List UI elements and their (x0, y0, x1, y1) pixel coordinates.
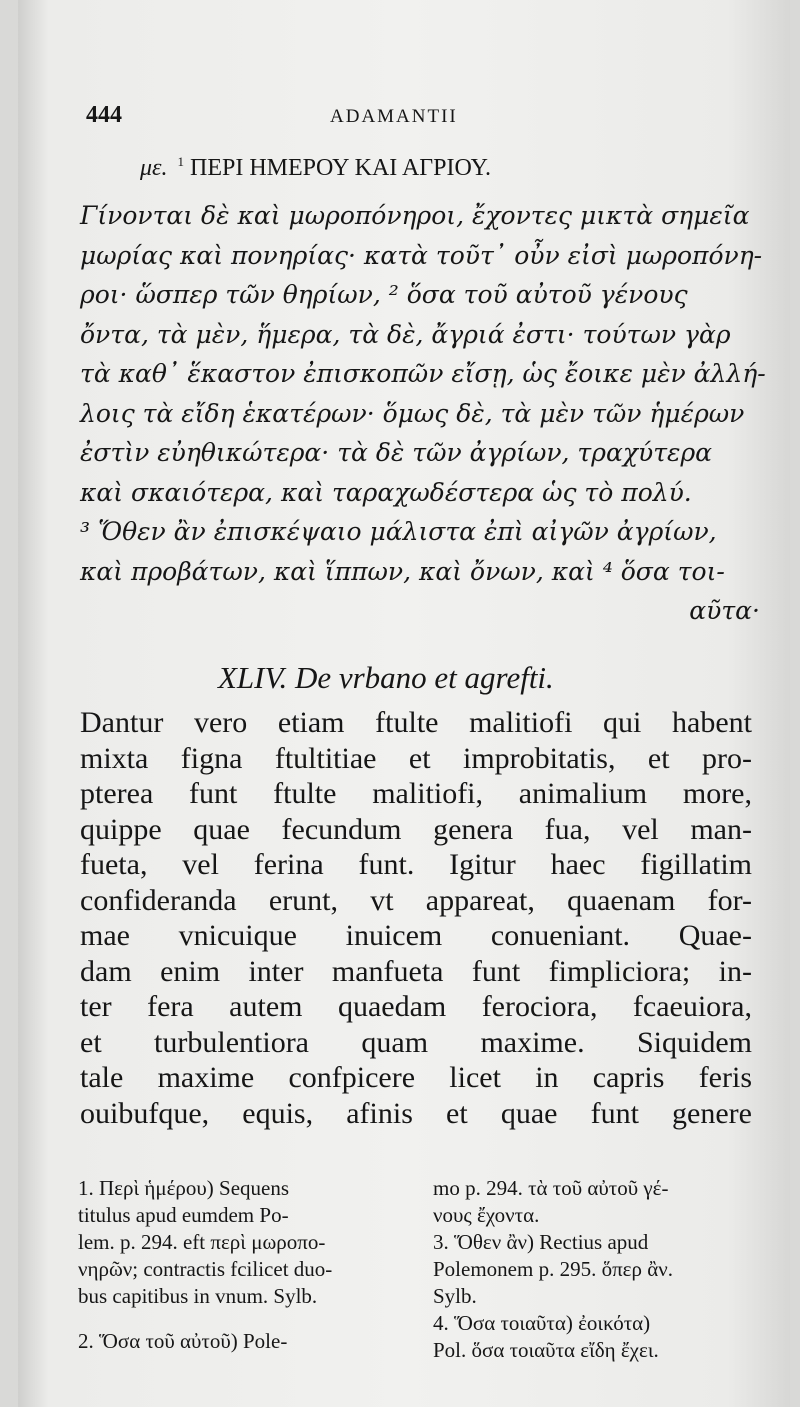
footnote-line: 2. Ὅσα τοῦ αὐτοῦ) Pole- (78, 1329, 288, 1353)
book-page (18, 0, 790, 1407)
greek-heading (80, 154, 760, 196)
latin-line: et turbulentiora quam maxime. Siquidem (80, 1025, 752, 1059)
latin-line: dam enim inter manfueta funt fimpliciora; in- (80, 954, 752, 988)
footnote-line: bus capitibus in vnum. Sylb. (78, 1284, 318, 1308)
greek-line: μωρίας καὶ πονηρίας· κατὰ τοῦτ᾽ οὖν εἰσὶ μωροπόνη- (80, 240, 763, 270)
latin-line: mixta figna ftultitiae et improbitatis, et pro- (80, 741, 752, 775)
greek-line: αῦτα· (689, 596, 760, 625)
footnote-line: Sylb. (433, 1284, 477, 1308)
greek-line: ³ Ὅθεν ἂν ἐπισκέψαιο μάλιστα ἐπὶ αἰγῶν ἀγρίων, (80, 517, 717, 546)
greek-line: καὶ σκαιότερα, καὶ ταραχωδέστερα ὡς τὸ πολύ. (80, 477, 692, 507)
footnote-line: mo p. 294. τὰ τοῦ αὐτοῦ γέ- (433, 1176, 669, 1200)
footnote-line: Polemonem p. 295. ὅπερ ἂν. (433, 1257, 673, 1281)
greek-line: Γίνονται δὲ καὶ μωροπόνηροι, ἔχοντες μικτὰ σημεῖα (80, 201, 750, 230)
running-head (86, 102, 726, 132)
latin-chapter-title: XLIV. De vrbano et agrefti. (218, 660, 554, 695)
greek-line: ὄντα, τὰ μὲν, ἥμερα, τὰ δὲ, ἄγριά ἐστι· τούτων γὰρ (80, 319, 731, 349)
greek-line: λοις τὰ εἴδη ἑκατέρων· ὅμως δὲ, τὰ μὲν τῶν ἡμέρων (80, 398, 745, 428)
latin-line: tale maxime confpicere licet in capris feris (80, 1061, 752, 1094)
greek-text-block (80, 154, 766, 631)
latin-line: confideranda erunt, vt appareat, quaenam for- (80, 883, 752, 917)
greek-line: ροι· ὥσπερ τῶν θηρίων, ² ὅσα τοῦ αὐτοῦ γένους (80, 280, 688, 309)
greek-line: τὰ καθ᾽ ἕκαστον ἐπισκοπῶν εἴσῃ, ὡς ἔοικε μὲν ἀλλή- (80, 359, 766, 388)
greek-heading-note-marker: 1 (177, 154, 185, 169)
greek-line: καὶ προβάτων, καὶ ἵππων, καὶ ὄνων, καὶ ⁴ ὅσα τοι- (80, 556, 725, 586)
greek-line: ἐστὶν εὐηθικώτερα· τὰ δὲ τῶν ἀγρίων, τραχύτερα (80, 438, 713, 467)
footnote-line: 4. Ὅσα τοιαῦτα) ἐοικότα) (433, 1311, 651, 1335)
latin-line: fueta, vel ferina funt. Igitur haec figillatim (80, 848, 752, 881)
footnote-line: Pol. ὅσα τοιαῦτα εἴδη ἔχει. (433, 1338, 659, 1362)
footnote-line: 3. Ὅθεν ἂν) Rectius apud (433, 1230, 649, 1254)
footnote-line: νηρῶν; contractis fcilicet duo- (78, 1257, 333, 1281)
latin-line: Dantur vero etiam ftulte malitiofi qui habent (80, 706, 752, 739)
latin-text-block (80, 705, 752, 1131)
footnote-line: 1. Περὶ ἡμέρου) Sequens (78, 1176, 290, 1200)
footnote-line: νους ἔχοντα. (433, 1203, 540, 1227)
greek-heading-lead: με. (140, 155, 168, 181)
page-number: 444 (86, 102, 122, 128)
latin-line: pterea funt ftulte malitiofi, animalium more, (80, 777, 752, 810)
footnote-line: lem. p. 294. eft περὶ μωροπο- (78, 1230, 326, 1254)
footnote-line: titulus apud eumdem Po- (78, 1203, 289, 1227)
latin-line: ouibufque, equis, afinis et quae funt genere (80, 1096, 752, 1130)
footnotes-left-column (78, 1175, 408, 1355)
greek-heading-text: ΠΕΡΙ ΗΜΕΡΟΥ ΚΑΙ ΑΓΡΙΟΥ. (190, 155, 491, 181)
latin-line: quippe quae fecundum genera fua, vel man- (80, 812, 752, 846)
latin-line: ter fera autem quaedam ferociora, fcaeuiora, (80, 990, 752, 1023)
footnotes-right-column (433, 1175, 763, 1364)
latin-line: mae vnicuique inuicem conueniant. Quae- (80, 919, 752, 952)
running-title: ADAMANTII (330, 106, 458, 127)
